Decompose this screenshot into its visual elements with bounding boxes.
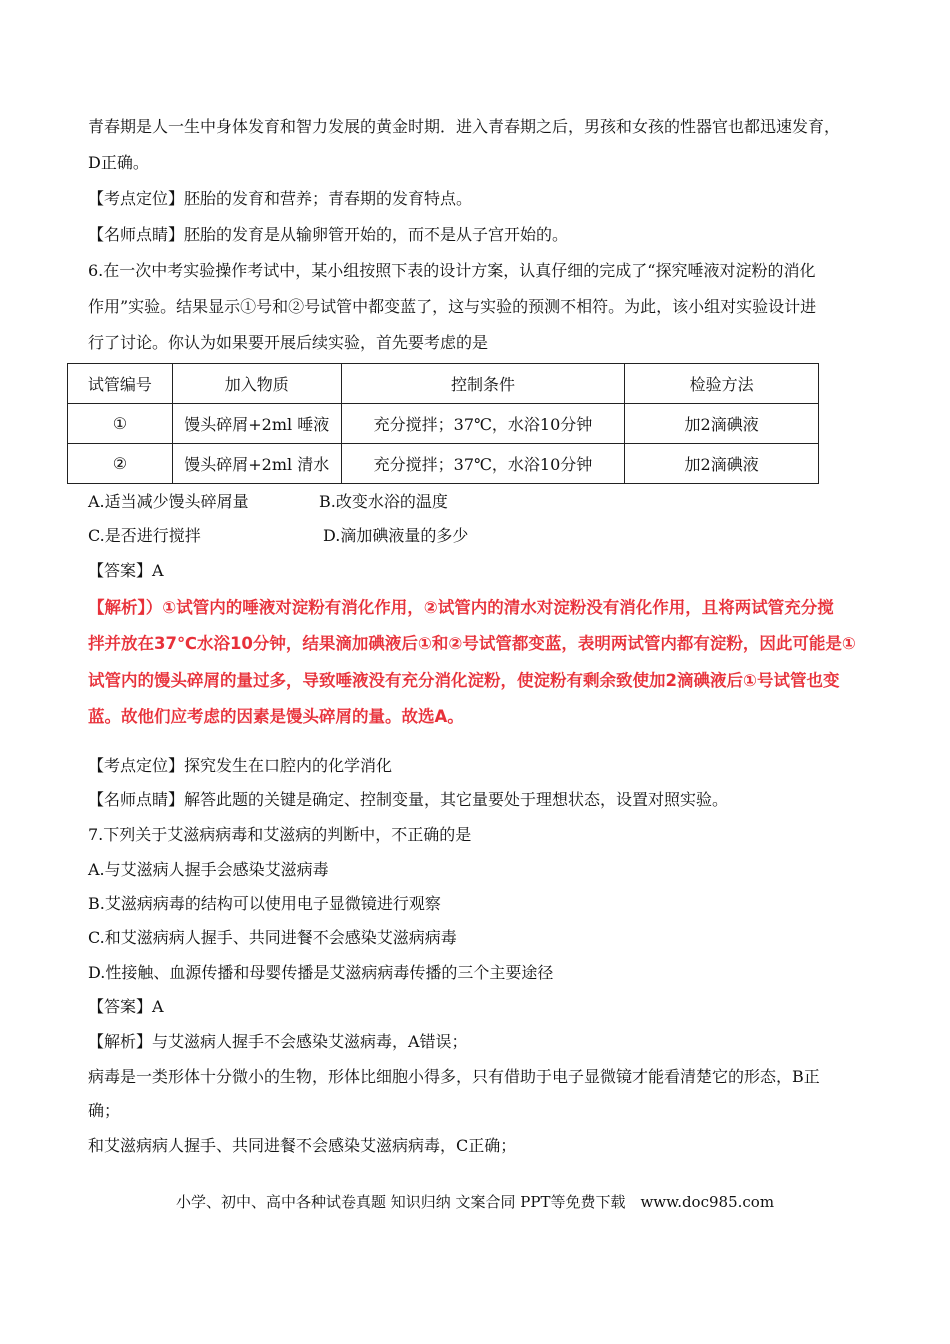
table-header-cell: 检验方法 — [625, 364, 819, 404]
paragraph-line: 青春期是人一生中身体发育和智力发展的黄金时期．进入青春期之后，男孩和女孩的性器官也都迅速发育， — [88, 117, 841, 136]
answer-line: 【答案】A — [88, 997, 164, 1016]
explanation-line: 【解析】）①试管内的唾液对淀粉有消化作用，②试管内的清水对淀粉没有消化作用，且将两试管充分搅 — [88, 598, 834, 617]
explanation-line: 试管内的馒头碎屑的量过多，导致唾液没有充分消化淀粉，使淀粉有剩余致使加2滴碘液后①号试管也变 — [88, 671, 840, 690]
table-cell: 馒头碎屑+2ml 唾液 — [172, 404, 341, 444]
question-6-line: 6.在一次中考实验操作考试中，某小组按照下表的设计方案，认真仔细的完成了“探究唾液对淀粉的消化 — [88, 261, 816, 280]
teacher-tip-line: 【名师点睛】解答此题的关键是确定、控制变量，其它量要处于理想状态，设置对照实验。 — [88, 790, 729, 809]
table-row — [68, 404, 819, 444]
experiment-table — [67, 363, 819, 484]
key-point-line: 【考点定位】胚胎的发育和营养；青春期的发育特点。 — [88, 189, 473, 208]
question-7-line: 7.下列关于艾滋病病毒和艾滋病的判断中，不正确的是 — [88, 825, 472, 844]
explanation-line: 和艾滋病病人握手、共同进餐不会感染艾滋病病毒，C正确； — [88, 1136, 517, 1155]
teacher-tip-line: 【名师点睛】胚胎的发育是从输卵管开始的，而不是从子宫开始的。 — [88, 225, 569, 244]
table-header-cell: 试管编号 — [68, 364, 173, 404]
option-d: D.性接触、血源传播和母婴传播是艾滋病病毒传播的三个主要途径 — [88, 963, 554, 982]
table-cell: ① — [68, 404, 173, 444]
question-6-line: 作用”实验。结果显示①号和②号试管中都变蓝了，这与实验的预测不相符。为此，该小组对实验设计进 — [88, 297, 817, 316]
answer-line: 【答案】A — [88, 561, 164, 580]
explanation-line: 确； — [88, 1101, 121, 1120]
explanation-line: 【解析】与艾滋病人握手不会感染艾滋病毒，A错误； — [88, 1032, 468, 1051]
table-cell: 馒头碎屑+2ml 清水 — [172, 444, 341, 484]
option-c: C.和艾滋病病人握手、共同进餐不会感染艾滋病病毒 — [88, 928, 457, 947]
explanation-line: 蓝。故他们应考虑的因素是馒头碎屑的量。故选A。 — [88, 707, 464, 726]
table-cell: 加2滴碘液 — [625, 404, 819, 444]
table-cell: 加2滴碘液 — [625, 444, 819, 484]
table-cell: ② — [68, 444, 173, 484]
option-d: D.滴加碘液量的多少 — [323, 526, 469, 545]
table-cell: 充分搅拌；37℃，水浴10分钟 — [341, 404, 625, 444]
table-header-cell: 加入物质 — [172, 364, 341, 404]
key-point-line: 【考点定位】探究发生在口腔内的化学消化 — [88, 756, 393, 775]
option-c: C.是否进行搅拌 — [88, 526, 201, 545]
table-cell: 充分搅拌；37℃，水浴10分钟 — [341, 444, 625, 484]
option-b: B.改变水浴的温度 — [319, 492, 448, 511]
paragraph-line: D正确。 — [88, 153, 149, 172]
table-header-cell: 控制条件 — [341, 364, 625, 404]
footer-text: 小学、初中、高中各种试卷真题 知识归纳 文案合同 PPT等免费下载 www.doc985.com — [175, 1193, 775, 1211]
question-6-line: 行了讨论。你认为如果要开展后续实验，首先要考虑的是 — [88, 333, 489, 352]
option-a: A.与艾滋病人握手会感染艾滋病毒 — [88, 860, 329, 879]
table-row — [68, 444, 819, 484]
explanation-line: 病毒是一类形体十分微小的生物，形体比细胞小得多，只有借助于电子显微镜才能看清楚它的形态，B正 — [88, 1067, 820, 1086]
table-header-row — [68, 364, 819, 404]
explanation-line: 拌并放在37℃水浴10分钟，结果滴加碘液后①和②号试管都变蓝，表明两试管内都有淀粉，因此可能是① — [88, 634, 856, 653]
option-a: A.适当减少馒头碎屑量 — [88, 492, 249, 511]
option-b: B.艾滋病病毒的结构可以使用电子显微镜进行观察 — [88, 894, 441, 913]
